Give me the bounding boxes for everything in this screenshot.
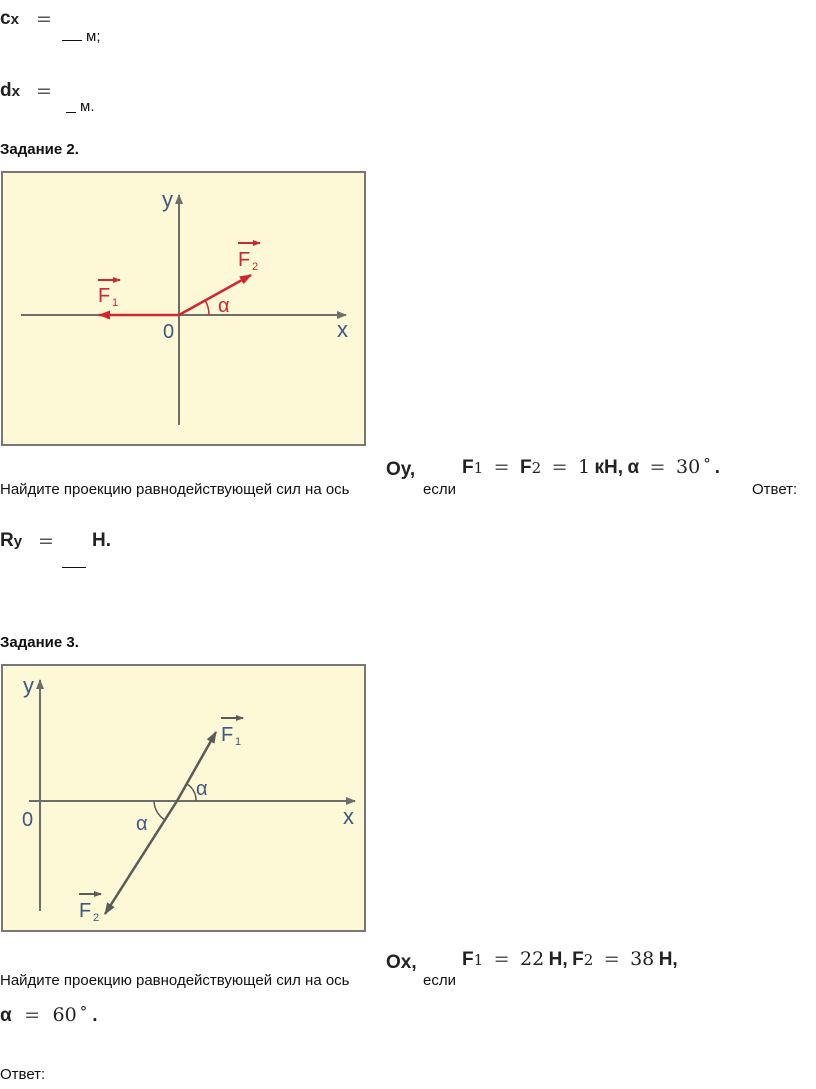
t3-force2-label-sub: 2 <box>93 912 100 924</box>
t3-cond-end: . <box>92 1005 98 1026</box>
t3-cond-alpha: α <box>0 1005 12 1026</box>
ry-sub: y <box>13 533 23 550</box>
cx-sub: x <box>10 11 19 28</box>
ry-answer-blank[interactable] <box>62 567 86 568</box>
cx-equals: = <box>36 8 52 30</box>
t2-force1-label: F <box>98 285 111 307</box>
task2-condition <box>462 455 720 479</box>
t3-axis-y-label: y <box>23 673 34 698</box>
cx-answer-blank[interactable] <box>62 40 82 41</box>
ry-unit: Н. <box>92 530 111 551</box>
t3-cond-f1-value: 22 <box>519 948 545 970</box>
cx-unit: м; <box>86 28 101 45</box>
cx-var: c <box>0 8 11 29</box>
ry-line <box>0 530 22 552</box>
task3-figure <box>1 664 366 932</box>
dx-var: d <box>0 80 12 101</box>
t2-axis-y-label: y <box>162 187 173 212</box>
t3-force2-label: F <box>79 900 92 922</box>
t3-cond-f1: F <box>462 949 474 970</box>
t2-cond-f2: F <box>519 457 532 478</box>
t2-cond-eq2: = <box>551 456 568 478</box>
t2-cond-alpha: α <box>627 457 640 478</box>
dx-unit: м. <box>80 98 95 115</box>
t2-cond-f1-sub: 1 <box>473 459 484 477</box>
t3-cond-eq3: = <box>24 1004 41 1026</box>
t3-cond-f2-value: 38 <box>630 948 655 970</box>
t2-force2-label-sub: 2 <box>252 261 259 273</box>
t3-angle-label-upper: α <box>196 778 208 800</box>
t2-cond-unit: кН, <box>594 457 624 478</box>
t2-cond-end: . <box>714 457 720 478</box>
t3-cond-f1-unit: Н, <box>548 949 568 970</box>
task3-axis-name: Ox, <box>386 952 417 973</box>
t3-angle-arc-lower <box>154 801 165 820</box>
t3-angle-arc-upper <box>187 784 196 801</box>
t3-axis-x-label: x <box>343 804 354 829</box>
t3-cond-f1-sub: 1 <box>473 951 484 969</box>
t2-cond-alpha-value: 30 <box>676 456 701 478</box>
t2-force2-label: F <box>238 249 251 271</box>
t3-cond-alpha-value: 60 <box>52 1004 77 1026</box>
t3-force1-label: F <box>221 724 234 746</box>
task2-heading: Задание 2. <box>0 141 79 158</box>
t3-origin-label: 0 <box>22 809 34 831</box>
task3-heading: Задание 3. <box>0 634 79 651</box>
t2-angle-arc <box>205 300 209 315</box>
t2-origin-label: 0 <box>163 321 175 343</box>
t2-cond-eq1: = <box>493 456 510 478</box>
t2-angle-label: α <box>218 295 230 317</box>
t2-axis-x-label: x <box>337 317 348 342</box>
task2-question-text: Найдите проекцию равнодействующей сил на ось <box>0 481 350 498</box>
task2-axis-name: Oy, <box>386 459 416 480</box>
t3-angle-label-lower: α <box>136 813 148 835</box>
cx-line <box>0 8 19 30</box>
t3-cond-eq2: = <box>603 948 620 970</box>
task3-answer-label: Ответ: <box>0 1066 46 1083</box>
t2-cond-f1: F <box>462 457 474 478</box>
dx-answer-blank[interactable] <box>66 112 76 113</box>
task2-figure <box>1 171 366 446</box>
task3-diagram <box>3 666 364 930</box>
ry-equals: = <box>38 530 54 552</box>
task2-answer-label: Ответ: <box>752 481 798 498</box>
t3-cond-f2-unit: Н, <box>658 949 678 970</box>
task3-alpha-line <box>0 1003 97 1027</box>
t3-cond-deg: ° <box>79 1003 88 1021</box>
task3-if-word: если <box>423 972 456 989</box>
task3-question-text: Найдите проекцию равнодействующей сил на ось <box>0 972 350 989</box>
t3-cond-f2-sub: 2 <box>583 951 594 969</box>
task2-diagram <box>3 173 364 444</box>
t3-cond-f2: F <box>572 949 584 970</box>
t2-cond-eq3: = <box>649 456 666 478</box>
t3-force1-label-sub: 1 <box>235 736 242 748</box>
dx-sub: x <box>11 83 20 100</box>
t2-cond-value: 1 <box>577 456 591 478</box>
task2-if-word: если <box>423 481 456 498</box>
t2-cond-deg: ° <box>703 455 711 473</box>
dx-equals: = <box>36 80 52 102</box>
t2-cond-f2-sub: 2 <box>531 459 542 477</box>
task3-condition <box>462 948 678 971</box>
ry-var: R <box>0 530 14 551</box>
t2-force1-label-sub: 1 <box>112 297 119 309</box>
t2-force2-vector <box>179 275 251 315</box>
dx-line <box>0 80 20 102</box>
t3-cond-eq1: = <box>493 948 510 970</box>
